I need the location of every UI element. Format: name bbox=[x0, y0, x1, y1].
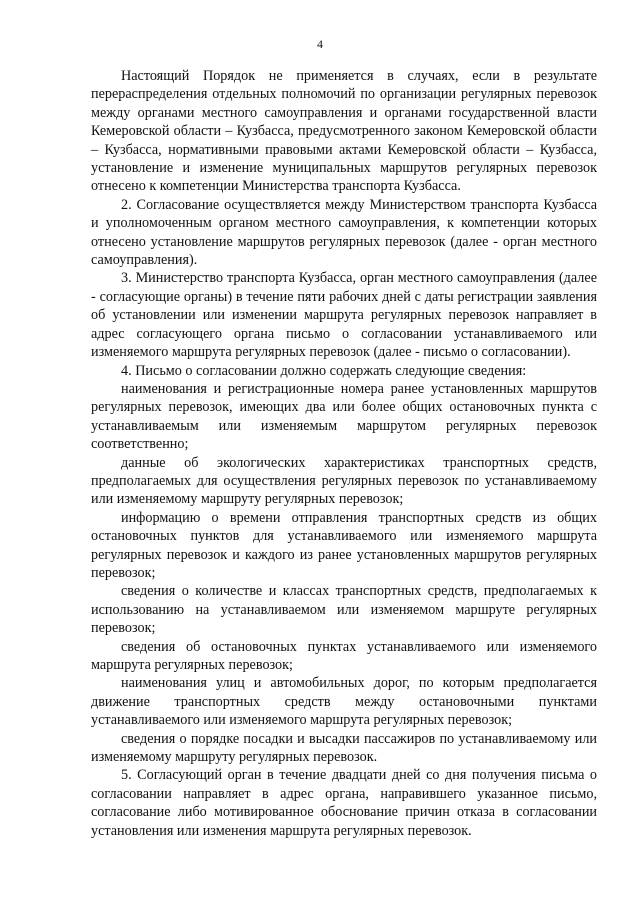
paragraph-scope-exclusion: Настоящий Порядок не применяется в случаях, если в результате перераспределения отдельных полномочий по организации регулярных перевозок между органами местного самоуправления и органами государственной власти Кемеровской области – Кузбасса, предусмотренного законом Кемеровской области – Кузбасса, нормативными правовыми актами Кемеровской области – Кузбасса, установление и изменение муниципальных маршрутов регулярных перевозок отнесено к компетенции Министерства транспорта Кузбасса. bbox=[91, 68, 597, 195]
page-number: 4 bbox=[317, 37, 323, 51]
list-item-boarding-procedure: сведения о порядке посадки и высадки пассажиров по устанавливаемому или изменяемому маршруту регулярных перевозок. bbox=[91, 730, 597, 766]
paragraph-3-letter-submission: 3. Министерство транспорта Кузбасса, орган местного самоуправления (далее - согласующие органы) в течение пяти рабочих дней с даты регистрации заявления об установлении или изменении маршрута регулярных перевозок направляет в адрес согласующего органа письмо о согласовании устанавливаемого или изменяемого маршрута регулярных перевозок (далее - письмо о согласовании). bbox=[91, 270, 597, 361]
list-item-streets-and-roads: наименования улиц и автомобильных дорог, по которым предполагается движение транспортных средств между остановочными пунктами устанавливаемого или изменяемого маршрута регулярных перевозок; bbox=[91, 675, 597, 729]
list-item-ecological-data: данные об экологических характеристиках транспортных средств, предполагаемых для осуществления регулярных перевозок по устанавливаемому или изменяемому маршруту регулярных перевозок; bbox=[91, 454, 597, 508]
paragraph-4-letter-contents: 4. Письмо о согласовании должно содержать следующие сведения: bbox=[121, 362, 527, 379]
list-item-route-names: наименования и регистрационные номера ранее установленных маршрутов регулярных перевозок, имеющих два или более общих остановочных пункта с устанавливаемым или изменяемым маршрутом регулярных перевозок соответственно; bbox=[91, 380, 597, 453]
paragraph-5-response-deadline: 5. Согласующий орган в течение двадцати дней со дня получения письма о согласовании направляет в адрес органа, направившего указанное письмо, согласование либо мотивированное обоснование причин отказа в согласовании установления или изменения маршрута регулярных перевозок. bbox=[91, 767, 597, 839]
document-body bbox=[91, 67, 597, 840]
list-item-departure-times: информацию о времени отправления транспортных средств из общих остановочных пунктов для устанавливаемого или изменяемого маршрута регулярных перевозок и каждого из ранее установленных маршрутов регулярных перевозок; bbox=[91, 509, 597, 581]
list-item-stop-points: сведения об остановочных пунктах устанавливаемого или изменяемого маршрута регулярных перевозок; bbox=[91, 638, 597, 673]
list-item-vehicle-classes: сведения о количестве и классах транспортных средств, предполагаемых к использованию на устанавливаемом или изменяемом маршруте регулярных перевозок; bbox=[91, 583, 597, 637]
paragraph-2-agreement-parties: 2. Согласование осуществляется между Министерством транспорта Кузбасса и уполномоченным органом местного самоуправления, к компетенции которых отнесено установление маршрутов регулярных перевозок (далее - орган местного самоуправления). bbox=[91, 196, 597, 269]
